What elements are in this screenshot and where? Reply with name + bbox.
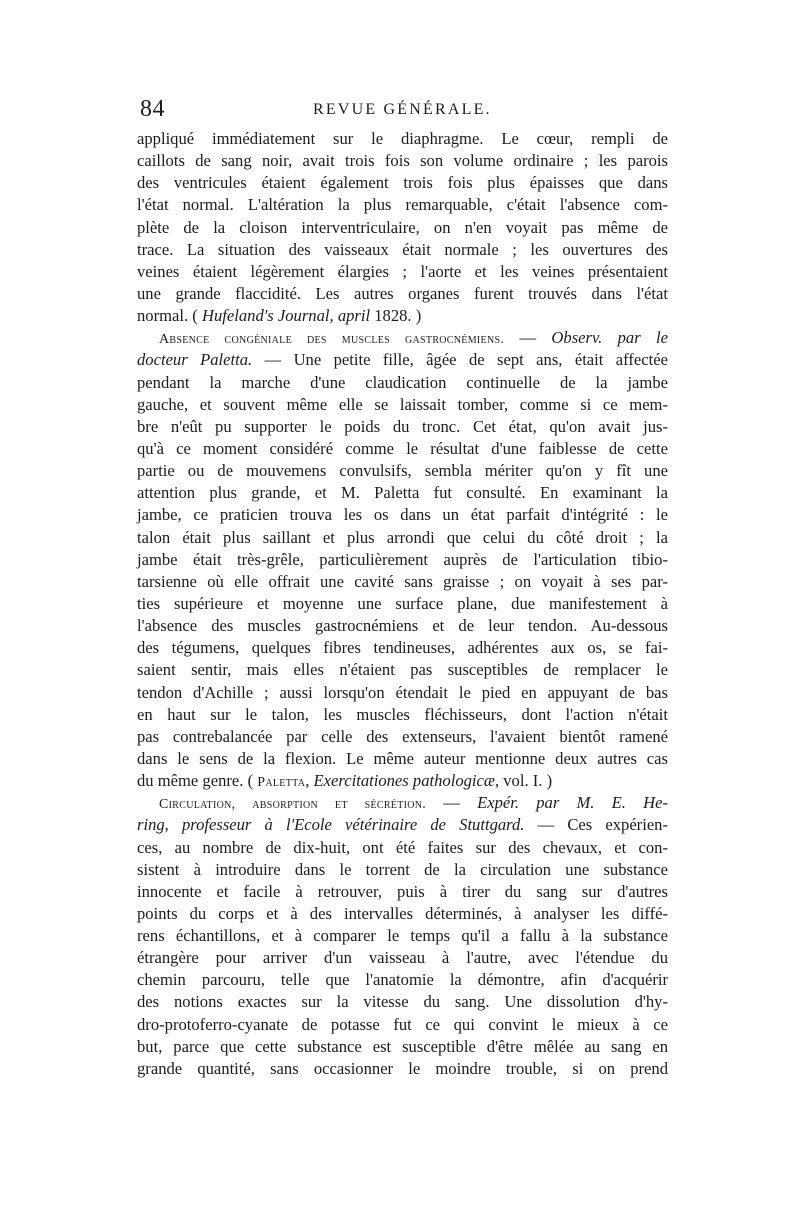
text-line: jambe, ce praticien trouva les os dans un état parfait d'intégrité : le bbox=[137, 505, 668, 525]
text-line: une grande flaccidité. Les autres organes furent trouvés dans l'état bbox=[137, 283, 668, 303]
text-line: des tégumens, quelques fibres tendineuses, adhérentes aux os, se fai- bbox=[137, 638, 668, 658]
citation-title: Hufeland's Journal, april bbox=[201, 306, 371, 326]
text-line: qu'à ce moment considéré comme le résultat d'une faiblesse de cette bbox=[137, 438, 668, 458]
citation-title: Exercitationes pathologicæ bbox=[313, 771, 495, 791]
text-line: ces, au nombre de dix-huit, ont été faites sur des chevaux, et con- bbox=[137, 837, 668, 857]
text-line: normal. ( Hufeland's Journal, april 1828. ) bbox=[137, 306, 422, 326]
section-heading: Absence congéniale des muscles gastrocnémiens. bbox=[159, 332, 505, 348]
text-line: plète de la cloison interventriculaire, on n'en voyait pas même de bbox=[137, 217, 668, 237]
text-line: jambe était très-grêle, particulièrement auprès de l'articulation tibio- bbox=[137, 549, 668, 569]
text-line: l'absence des muscles gastrocnémiens et de leur tendon. Au-dessous bbox=[137, 616, 668, 636]
text-line: docteur Paletta. — Une petite fille, âgée de sept ans, était affectée bbox=[137, 350, 668, 370]
text-line: gauche, et souvent même elle se laissait tomber, comme si ce mem- bbox=[137, 394, 668, 414]
text-line: pas contrebalancée par celle des extenseurs, l'avaient bientôt ramené bbox=[137, 726, 668, 746]
text-line: trace. La situation des vaisseaux était normale ; les ouvertures des bbox=[137, 239, 668, 259]
section-heading-line: Absence congéniale des muscles gastrocnémiens. — Observ. par le bbox=[159, 328, 668, 348]
text-line: des notions exactes sur la vitesse du sang. Une dissolution d'hy- bbox=[137, 992, 668, 1012]
text-line: tarsienne où elle offrait une cavité sans graisse ; on voyait à ses par- bbox=[137, 571, 668, 591]
text-line: saient sentir, mais elles n'étaient pas susceptibles de remplacer le bbox=[137, 660, 668, 680]
text-line: talon était plus saillant et plus arrondi que celui du côté droit ; la bbox=[137, 527, 668, 547]
text-line: attention plus grande, et M. Paletta fut consulté. En examinant la bbox=[137, 483, 668, 503]
text-line: ring, professeur à l'Ecole vétérinaire de Stuttgard. — Ces expérien- bbox=[137, 815, 669, 835]
section-heading-line: Circulation, absorption et sécrétion. — Expér. par M. E. He- bbox=[159, 793, 668, 813]
body-text bbox=[137, 128, 668, 1080]
text-line: bre n'eût pu supporter le poids du tronc. Cet état, qu'on avait jus- bbox=[137, 416, 668, 436]
text-line: étrangère pour arriver d'un vaisseau à l'autre, avec l'étendue du bbox=[137, 948, 668, 968]
text-line: caillots de sang noir, avait trois fois son volume ordinaire ; les parois bbox=[137, 151, 668, 171]
text-line: points du corps et à des intervalles déterminés, à analyser les diffé- bbox=[137, 903, 668, 923]
text-line: sistent à introduire dans le torrent de la circulation une substance bbox=[137, 859, 668, 879]
page-header bbox=[140, 96, 670, 126]
running-title: REVUE GÉNÉRALE. bbox=[313, 101, 492, 118]
section-heading: Circulation, absorption et sécrétion. bbox=[159, 797, 427, 813]
text-line: dans le sens de la flexion. Le même auteur mentionne deux autres cas bbox=[137, 748, 668, 768]
text-line: veines étaient légèrement élargies ; l'aorte et les veines présentaient bbox=[137, 261, 668, 281]
text-line: rens échantillons, et à comparer le temps qu'il a fallu à la substance bbox=[137, 926, 668, 946]
text-line: l'état normal. L'altération la plus remarquable, c'était l'absence com- bbox=[137, 195, 668, 215]
text-line: en haut sur le talon, les muscles fléchisseurs, dont l'action n'était bbox=[137, 704, 668, 724]
text-line: des ventricules étaient également trois fois plus épaisses que dans bbox=[137, 173, 668, 193]
text-line: ties supérieure et moyenne une surface plane, due manifestement à bbox=[137, 593, 668, 613]
text-line: pendant la marche d'une claudication continuelle de la jambe bbox=[137, 372, 668, 392]
page-number: 84 bbox=[140, 96, 165, 122]
text-line: innocente et facile à retrouver, puis à tirer du sang sur d'autres bbox=[137, 881, 668, 901]
text-line: chemin parcouru, telle que l'anatomie la démontre, afin d'acquérir bbox=[137, 970, 668, 990]
text-line: dro-protoferro-cyanate de potasse fut ce qui convint le mieux à ce bbox=[137, 1014, 668, 1034]
text-line: appliqué immédiatement sur le diaphragme. Le cœur, rempli de bbox=[137, 129, 668, 148]
text-line: partie ou de mouvemens convulsifs, sembla mériter qu'on y fît une bbox=[137, 461, 668, 481]
text-line: grande quantité, sans occasionner le moindre trouble, si on prend bbox=[137, 1058, 668, 1078]
text-line: tendon d'Achille ; aussi lorsqu'on étendait le pied en appuyant de bas bbox=[137, 682, 668, 702]
text-line: but, parce que cette substance est susceptible d'être mêlée au sang en bbox=[137, 1036, 668, 1056]
text-line: du même genre. ( Paletta, Exercitationes pathologicæ, vol. I. ) bbox=[137, 771, 553, 791]
